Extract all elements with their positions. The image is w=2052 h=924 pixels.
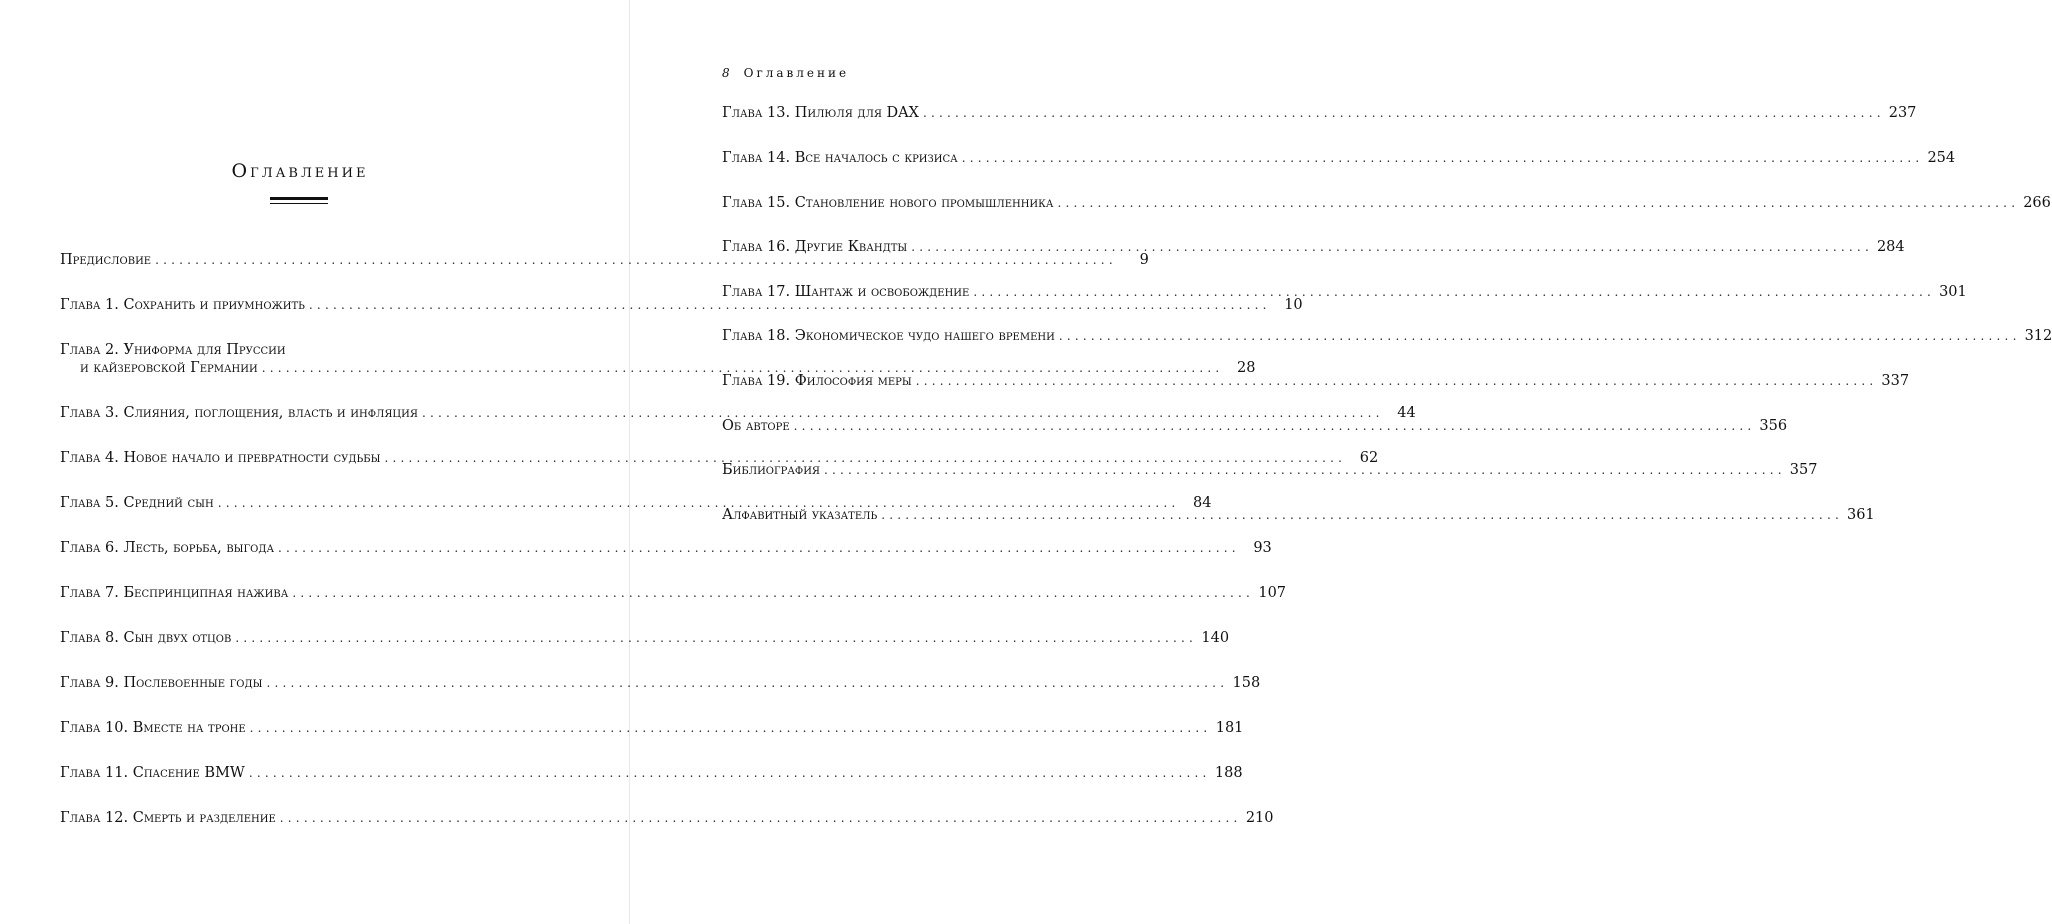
toc-entry-page: 84 [1193, 495, 1212, 511]
toc-entry-chapter-6[interactable] [60, 540, 1272, 558]
toc-entry-bibliography[interactable] [722, 462, 1818, 480]
leader-dots: ........................................................................................................................ [278, 541, 1240, 555]
leader-dots: ........................................................................................................................ [793, 419, 1756, 433]
toc-entry-page: 284 [1876, 239, 1905, 255]
leader-dots: ........................................................................................................................ [217, 496, 1180, 510]
leader-dots: ........................................................................................................................ [922, 106, 1885, 120]
leader-dots: ........................................................................................................................ [421, 406, 1384, 420]
toc-entry-label: Об авторе [722, 418, 790, 434]
toc-entry-label: Глава 4. Новое начало и превратности судьбы [60, 450, 381, 466]
toc-entry-chapter-13[interactable] [722, 105, 1917, 123]
toc-entry-label: Глава 1. Сохранить и приумножить [60, 297, 305, 313]
toc-entry-label: Глава 3. Слияния, поглощения, власть и инфляция [60, 405, 418, 421]
toc-entry-page: 107 [1258, 585, 1287, 601]
toc-entry-label: Глава 9. Послевоенные годы [60, 675, 263, 691]
leader-dots: ........................................................................................................................ [1057, 196, 2020, 210]
toc-entry-label: Глава 10. Вместе на троне [60, 720, 246, 736]
toc-entry-label: и кайзеровской Германии [80, 360, 258, 376]
toc-entry-chapter-17[interactable] [722, 284, 1967, 302]
toc-entry-chapter-4[interactable] [60, 450, 1379, 468]
toc-entry-page: 357 [1789, 462, 1818, 478]
toc-entry-page: 44 [1397, 405, 1416, 421]
leader-dots: ........................................................................................................................ [292, 586, 1255, 600]
toc-entry-page: 188 [1214, 765, 1243, 781]
toc-entry-preface[interactable] [60, 252, 1149, 270]
leader-dots: ........................................................................................................................ [384, 451, 1347, 465]
leader-dots: ........................................................................................................................ [266, 676, 1229, 690]
page-number: 8 [722, 66, 730, 80]
toc-entry-label: Глава 8. Сын двух отцов [60, 630, 232, 646]
toc-entry-label: Глава 18. Экономическое чудо нашего времени [722, 328, 1055, 344]
toc-entry-label: Глава 17. Шантаж и освобождение [722, 284, 970, 300]
toc-entry-page: 356 [1759, 418, 1788, 434]
leader-dots: ........................................................................................................................ [248, 766, 1211, 780]
leader-dots: ........................................................................................................................ [911, 240, 1873, 254]
toc-entry-chapter-2[interactable] [60, 342, 1256, 378]
leader-dots: ........................................................................................................................ [261, 361, 1224, 375]
toc-entry-index[interactable] [722, 507, 1875, 525]
toc-entry-chapter-18[interactable] [722, 328, 2052, 346]
toc-entry-page: 62 [1359, 450, 1379, 466]
toc-entry-page: 312 [2024, 328, 2052, 344]
toc-entry-page: 9 [1139, 252, 1149, 268]
toc-entry-page: 301 [1939, 284, 1967, 300]
toc-entry-chapter-9[interactable] [60, 675, 1261, 693]
leader-dots: ........................................................................................................................ [915, 374, 1878, 388]
running-head-title: Оглавление [743, 66, 850, 80]
leader-dots: ........................................................................................................................ [308, 298, 1271, 312]
toc-entry-label: Глава 19. Философия меры [722, 373, 912, 389]
toc-title: Оглавление [231, 160, 369, 182]
toc-entry-label: Глава 7. Беспринципная нажива [60, 585, 289, 601]
leader-dots: ........................................................................................................................ [279, 811, 1242, 825]
toc-entry-page: 210 [1245, 810, 1274, 826]
running-head [722, 66, 849, 80]
toc-entry-chapter-5[interactable] [60, 495, 1212, 513]
toc-entry-label: Библиография [722, 462, 821, 478]
toc-entry-page: 28 [1236, 360, 1256, 376]
toc-entry-page: 158 [1232, 675, 1261, 691]
leader-dots: ........................................................................................................................ [155, 253, 1117, 267]
leader-dots: ........................................................................................................................ [881, 508, 1843, 522]
toc-entry-chapter-12[interactable] [60, 810, 1274, 828]
title-double-rule [270, 197, 328, 204]
leader-dots: ........................................................................................................................ [961, 151, 1924, 165]
leader-dots: ........................................................................................................................ [824, 463, 1786, 477]
toc-entry-page: 140 [1201, 630, 1230, 646]
toc-entry-chapter-10[interactable] [60, 720, 1244, 738]
toc-entry-label: Глава 13. Пилюля для DAX [722, 105, 919, 121]
toc-entry-label: Глава 5. Средний сын [60, 495, 214, 511]
toc-entry-page: 93 [1253, 540, 1272, 556]
toc-entry-chapter-8[interactable] [60, 630, 1230, 648]
toc-entry-label: Глава 12. Смерть и разделение [60, 810, 276, 826]
leader-dots: ........................................................................................................................ [235, 631, 1198, 645]
toc-entry-label: Глава 14. Все началось с кризиса [722, 150, 958, 166]
toc-entry-page: 254 [1927, 150, 1956, 166]
toc-entry-page: 237 [1888, 105, 1917, 121]
toc-entry-label: Алфавитный указатель [722, 507, 878, 523]
toc-entry-label-line1: Глава 2. Униформа для Пруссии [60, 342, 286, 358]
toc-entry-label: Глава 11. Спасение BMW [60, 765, 245, 781]
leader-dots: ........................................................................................................................ [973, 285, 1936, 299]
toc-entry-chapter-15[interactable] [722, 195, 2051, 213]
toc-entry-label: Глава 16. Другие Квандты [722, 239, 908, 255]
toc-entry-chapter-16[interactable] [722, 239, 1905, 257]
toc-entry-page: 181 [1215, 720, 1244, 736]
toc-entry-page: 266 [2023, 195, 2051, 211]
toc-entry-chapter-7[interactable] [60, 585, 1287, 603]
leader-dots: ........................................................................................................................ [249, 721, 1212, 735]
toc-entry-about-author[interactable] [722, 418, 1788, 436]
toc-entry-label: Глава 15. Становление нового промышленника [722, 195, 1054, 211]
toc-entry-chapter-3[interactable] [60, 405, 1416, 423]
toc-entry-label: Глава 6. Лесть, борьба, выгода [60, 540, 275, 556]
toc-entry-chapter-11[interactable] [60, 765, 1243, 783]
toc-entry-chapter-1[interactable] [60, 297, 1303, 315]
toc-entry-label: Предисловие [60, 252, 152, 268]
toc-entry-chapter-19[interactable] [722, 373, 1910, 391]
toc-entry-page: 361 [1846, 507, 1875, 523]
leader-dots: ........................................................................................................................ [1058, 329, 2021, 343]
toc-entry-page: 10 [1284, 297, 1303, 313]
toc-entry-chapter-14[interactable] [722, 150, 1956, 168]
toc-entry-page: 337 [1881, 373, 1910, 389]
